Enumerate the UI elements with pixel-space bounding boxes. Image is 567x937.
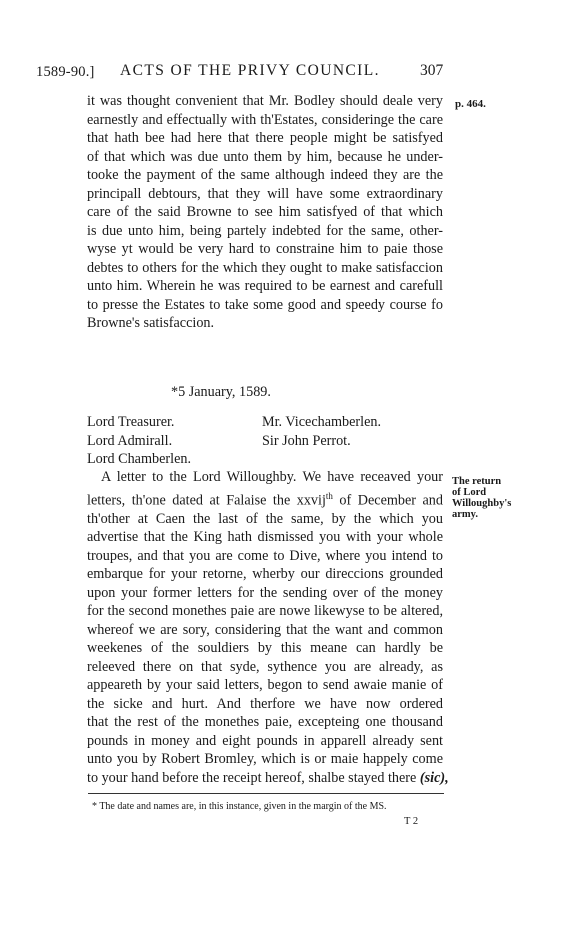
text-line: A letter to the Lord Willoughby. We have receaved your — [101, 469, 443, 485]
margin-page-reference: p. 464. — [455, 98, 486, 110]
text-line: to your hand before the receipt hereof, shalbe stayed there (sic), — [87, 769, 449, 786]
margin-note: The return of Lord Willoughby's army. — [452, 476, 512, 520]
paragraph-bodley — [87, 92, 443, 333]
attendees-right — [262, 413, 381, 450]
text-line: earnestly and effectually with th'Estates, consideringe the care — [87, 111, 443, 128]
text-line: troupes, and that you are come to Dive, where you intend to — [87, 547, 443, 564]
text-line: letters, th'one dated at Falaise the xxvij$^{th}$ of December and — [87, 490, 443, 509]
text-line: the sicke and hurt. And therfore we have now ordered — [87, 695, 443, 712]
text-line: appeareth by your said letters, begon to send awaie manie of — [87, 677, 443, 694]
date-line: *5 January, 1589. — [171, 384, 271, 400]
text-line: unto him. Wherein he was required to be earnest and carefull — [87, 278, 443, 294]
text-line: Browne's satisfaccion. — [87, 315, 215, 331]
attendee: Sir John Perrot. — [262, 432, 351, 449]
text-line: releeved there on that syde, sythence you are already, as — [87, 658, 443, 675]
header-years: 1589-90.] — [36, 64, 95, 80]
attendee: Lord Treasurer. — [87, 414, 175, 430]
text-line: for the second monethes paie are nowe likewyse to be altered, — [87, 603, 443, 620]
attendee: Lord Chamberlen. — [87, 451, 192, 467]
signature-mark: T 2 — [404, 816, 419, 827]
text-line: upon your former letters for the sending over of the money — [87, 584, 443, 601]
text-line: that the rest of the monethes paie, excepteing one thousand — [87, 714, 443, 731]
text-line: it was thought convenient that Mr. Bodley should deale very — [87, 93, 443, 109]
paragraph-willoughby-letter — [87, 468, 449, 787]
text-line: unto you by Robert Bromley, which is or maie happely come — [87, 751, 443, 768]
attendee: Lord Admirall. — [87, 432, 173, 449]
header-title: ACTS OF THE PRIVY COUNCIL. — [120, 62, 380, 79]
text-line: care of the said Browne to see him satisfyed of that which — [87, 204, 443, 220]
text-line: pounds in money and eight pounds in apparell already sent — [87, 732, 443, 749]
text-line: tooke the payment of the same although indeed they are the — [87, 167, 443, 183]
attendees-left — [87, 413, 191, 469]
text-line: weekenes of the souldiers by this meane can hardly be — [87, 640, 443, 657]
text-line: debtes to others for the which they ought to make satisfaccion — [87, 259, 443, 276]
footnote: * The date and names are, in this instance, given in the margin of the MS. — [92, 801, 387, 812]
attendee: Mr. Vicechamberlen. — [262, 414, 382, 430]
text-line: wyse yt would be very hard to constraine him to paie those — [87, 241, 443, 257]
text-line: to presse the Estates to take some good and speedy course fo — [87, 296, 443, 313]
header-page-number: 307 — [420, 62, 444, 79]
footnote-divider — [88, 793, 444, 794]
text-line: th'other at Caen the last of the same, by the which you — [87, 510, 443, 527]
text-line: is due unto him, being partely indebted for the same, other- — [87, 222, 443, 239]
text-line: principall debtours, that they will have some extraordinary — [87, 185, 443, 202]
text-line: of that which was due unto them by him, because he under- — [87, 148, 443, 165]
text-line: embarque for your retorne, wherby our direccions grounded — [87, 566, 443, 583]
text-line: that hath bee had here that there people might be satisfyed — [87, 130, 443, 146]
text-line: whereof we are sory, considering that the want and common — [87, 621, 443, 638]
text-line: advertise that the King hath dismissed you with your whole — [87, 529, 443, 546]
